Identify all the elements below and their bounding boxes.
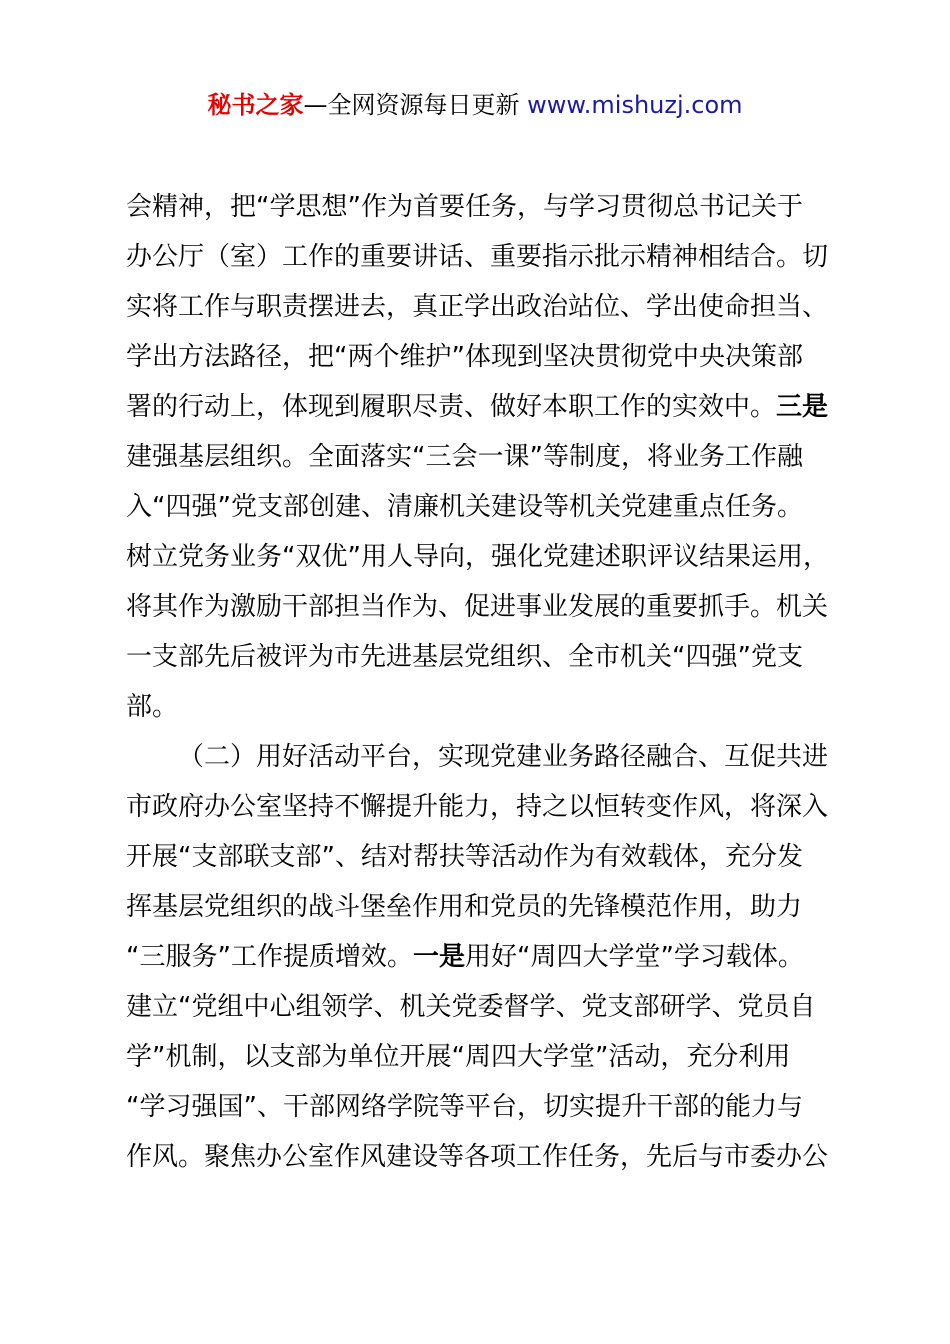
- text-run: 部。: [126, 692, 179, 722]
- text-line: [126, 432, 866, 482]
- text-run: 作风。聚焦办公室作风建设等各项工作任务，先后与市委办公: [126, 1142, 829, 1172]
- text-run: “三服务”工作提质增效。: [126, 942, 413, 972]
- text-run: 建强基层组织。全面落实“三会一课”等制度，将业务工作融: [126, 442, 803, 472]
- text-line: [126, 1032, 866, 1082]
- text-line: [126, 482, 866, 532]
- text-line: [126, 1082, 866, 1132]
- text-run: 挥基层党组织的战斗堡垒作用和党员的先锋模范作用，助力: [126, 892, 803, 922]
- text-line: [126, 532, 866, 582]
- document-body: [126, 182, 866, 1182]
- text-line: [126, 332, 866, 382]
- text-run: 树立党务业务“双优”用人导向，强化党建述职评议结果运用，: [126, 542, 829, 572]
- text-line: [126, 282, 866, 332]
- bold-text: 一是: [412, 942, 465, 972]
- text-run: 用好“周四大学堂”学习载体。: [464, 942, 804, 972]
- text-run: 一支部先后被评为市先进基层党组织、全市机关“四强”党支: [126, 642, 803, 672]
- site-url[interactable]: www.mishuzj.com: [527, 91, 743, 119]
- text-line: [126, 832, 866, 882]
- text-run: 实将工作与职责摆进去，真正学出政治站位、学出使命担当、: [126, 292, 829, 322]
- page-header: [0, 88, 950, 122]
- text-run: 学”机制，以支部为单位开展“周四大学堂”活动，充分利用: [126, 1042, 791, 1072]
- header-tagline: —全网资源每日更新: [303, 91, 520, 119]
- text-run: （二）用好活动平台，实现党建业务路径融合、互促共进: [178, 742, 829, 772]
- text-line: [126, 382, 866, 432]
- text-run: 入“四强”党支部创建、清廉机关建设等机关党建重点任务。: [126, 492, 803, 522]
- text-line: [126, 982, 866, 1032]
- text-line: [126, 782, 866, 832]
- text-line: [126, 932, 866, 982]
- text-line: [126, 632, 866, 682]
- text-line: [126, 682, 866, 732]
- text-run: 学出方法路径，把“两个维护”体现到坚决贯彻党中央决策部: [126, 342, 803, 372]
- text-line: [126, 882, 866, 932]
- text-run: 建立“党组中心组领学、机关党委督学、党支部研学、党员自: [126, 992, 816, 1022]
- text-line: [126, 232, 866, 282]
- text-run: 市政府办公室坚持不懈提升能力，持之以恒转变作风，将深入: [126, 792, 829, 822]
- text-run: 将其作为激励干部担当作为、促进事业发展的重要抓手。机关: [126, 592, 829, 622]
- text-run: 署的行动上，体现到履职尽责、做好本职工作的实效中。: [126, 392, 777, 422]
- text-run: 开展“支部联支部”、结对帮扶等活动作为有效载体，充分发: [126, 842, 803, 872]
- text-run: “学习强国”、干部网络学院等平台，切实提升干部的能力与: [126, 1092, 803, 1122]
- brand-name: 秘书之家: [207, 91, 304, 119]
- text-run: 会精神，把“学思想”作为首要任务，与学习贯彻总书记关于: [126, 192, 803, 222]
- text-line: [126, 182, 866, 232]
- text-run: 办公厅（室）工作的重要讲话、重要指示批示精神相结合。切: [126, 242, 829, 272]
- bold-text: 三是: [776, 392, 829, 422]
- text-line: [126, 1132, 866, 1182]
- text-line: [126, 732, 866, 782]
- text-line: [126, 582, 866, 632]
